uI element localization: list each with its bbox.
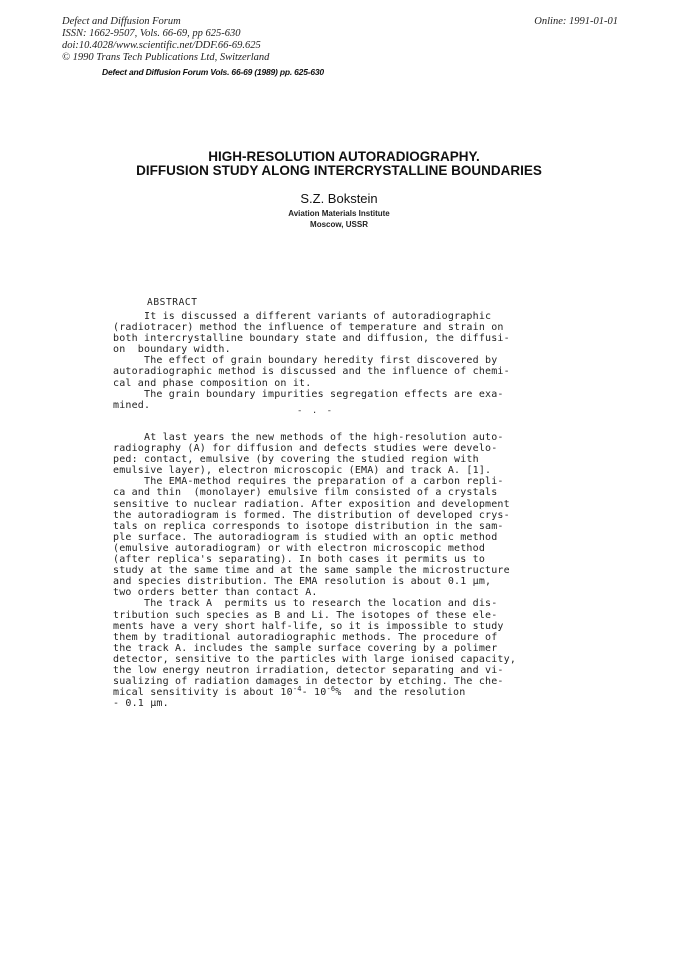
text-line: the track A. includes the sample surface covering by a polimer bbox=[113, 642, 498, 654]
sensitivity-line bbox=[113, 687, 516, 698]
affiliation: Aviation Materials Institute bbox=[288, 209, 390, 218]
text-line: autoradiographic method is discussed and the influence of chemi- bbox=[113, 366, 510, 378]
exponent: -4 bbox=[292, 685, 302, 694]
text-line: on boundary width. bbox=[113, 344, 231, 356]
location: Moscow, USSR bbox=[310, 220, 368, 229]
text-line: The track A permits us to research the location and dis- bbox=[113, 598, 498, 610]
text-fragment: % and the resolution bbox=[335, 687, 466, 699]
text-line: ped: contact, emulsive (by covering the studied region with bbox=[113, 454, 479, 466]
text-line: (emulsive autoradiogram) or with electron microscopic method bbox=[113, 542, 486, 554]
copyright: © 1990 Trans Tech Publications Ltd, Switzerland bbox=[62, 52, 270, 63]
text-line: the low energy neutron irradiation, detector separating and vi- bbox=[113, 664, 504, 676]
issn: ISSN: 1662-9507, Vols. 66-69, pp 625-630 bbox=[62, 28, 241, 39]
text-line: detector, sensitive to the particles with large ionised capacity, bbox=[113, 653, 517, 665]
abstract-text bbox=[113, 311, 510, 411]
text-line: (radiotracer) method the influence of temperature and strain on bbox=[113, 322, 504, 334]
text-line: cal and phase composition on it. bbox=[113, 377, 312, 389]
section-separator: - . - bbox=[297, 406, 335, 416]
text-line: The grain boundary impurities segregation effects are exa- bbox=[113, 388, 504, 400]
text-line: them by traditional autoradiographic methods. The procedure of bbox=[113, 631, 498, 643]
text-line: radiography (A) for diffusion and defects studies were develo- bbox=[113, 443, 498, 455]
text-line: sensitive to nuclear radiation. After exposition and development bbox=[113, 498, 510, 510]
journal-volume-line: Defect and Diffusion Forum Vols. 66-69 (1989) pp. 625-630 bbox=[102, 67, 324, 77]
journal-name: Defect and Diffusion Forum bbox=[62, 16, 181, 27]
text-line: ple surface. The autoradiogram is studied with an optic method bbox=[113, 531, 498, 543]
text-line: ca and thin (monolayer) emulsive film consisted of a crystals bbox=[113, 487, 498, 499]
paper-title bbox=[0, 150, 678, 178]
text-line: two orders better than contact A. bbox=[113, 587, 318, 599]
title-line-1: HIGH-RESOLUTION AUTORADIOGRAPHY. bbox=[208, 149, 480, 164]
text-fragment: mical sensitivity is about 10 bbox=[113, 687, 293, 699]
exponent: -6 bbox=[326, 685, 336, 694]
author: S.Z. Bokstein bbox=[300, 191, 378, 206]
text-line: The EMA-method requires the preparation of a carbon repli- bbox=[113, 476, 504, 488]
text-line: tals on replica corresponds to isotope distribution in the sam- bbox=[113, 520, 504, 532]
doi-link[interactable]: doi:10.4028/www.scientific.net/DDF.66-69.625 bbox=[62, 40, 261, 51]
text-line: study at the same time and at the same sample the microstructure bbox=[113, 565, 510, 577]
text-line: The effect of grain boundary heredity first discovered by bbox=[113, 355, 498, 367]
text-line: and species distribution. The EMA resolution is about 0.1 μm, bbox=[113, 576, 492, 588]
text-line: the autoradiogram is formed. The distribution of developed crys- bbox=[113, 509, 510, 521]
affiliation-block bbox=[0, 208, 678, 230]
text-line: - 0.1 μm. bbox=[113, 698, 169, 710]
text-fragment: - 10 bbox=[301, 687, 327, 699]
text-line: At last years the new methods of the high-resolution auto- bbox=[113, 432, 504, 443]
online-date: Online: 1991-01-01 bbox=[534, 16, 618, 27]
abstract-heading: ABSTRACT bbox=[147, 297, 198, 308]
publication-metadata bbox=[62, 16, 269, 64]
body-text bbox=[113, 432, 516, 709]
text-line: ments have a very short half-life, so it is impossible to study bbox=[113, 620, 504, 632]
text-line: sualizing of radiation damages in detector by etching. The che- bbox=[113, 676, 504, 688]
text-line: (after replica's separating). In both cases it permits us to bbox=[113, 554, 486, 566]
text-line: It is discussed a different variants of autoradiographic bbox=[113, 311, 492, 322]
text-line: tribution such species as B and Li. The isotopes of these ele- bbox=[113, 609, 498, 621]
text-line: emulsive layer), electron microscopic (EMA) and track A. [1]. bbox=[113, 465, 492, 477]
text-line: both intercrystalline boundary state and diffusion, the diffusi- bbox=[113, 333, 510, 345]
title-line-2: DIFFUSION STUDY ALONG INTERCRYSTALLINE BOUNDARIES bbox=[136, 163, 542, 178]
text-line: mined. bbox=[113, 399, 151, 411]
